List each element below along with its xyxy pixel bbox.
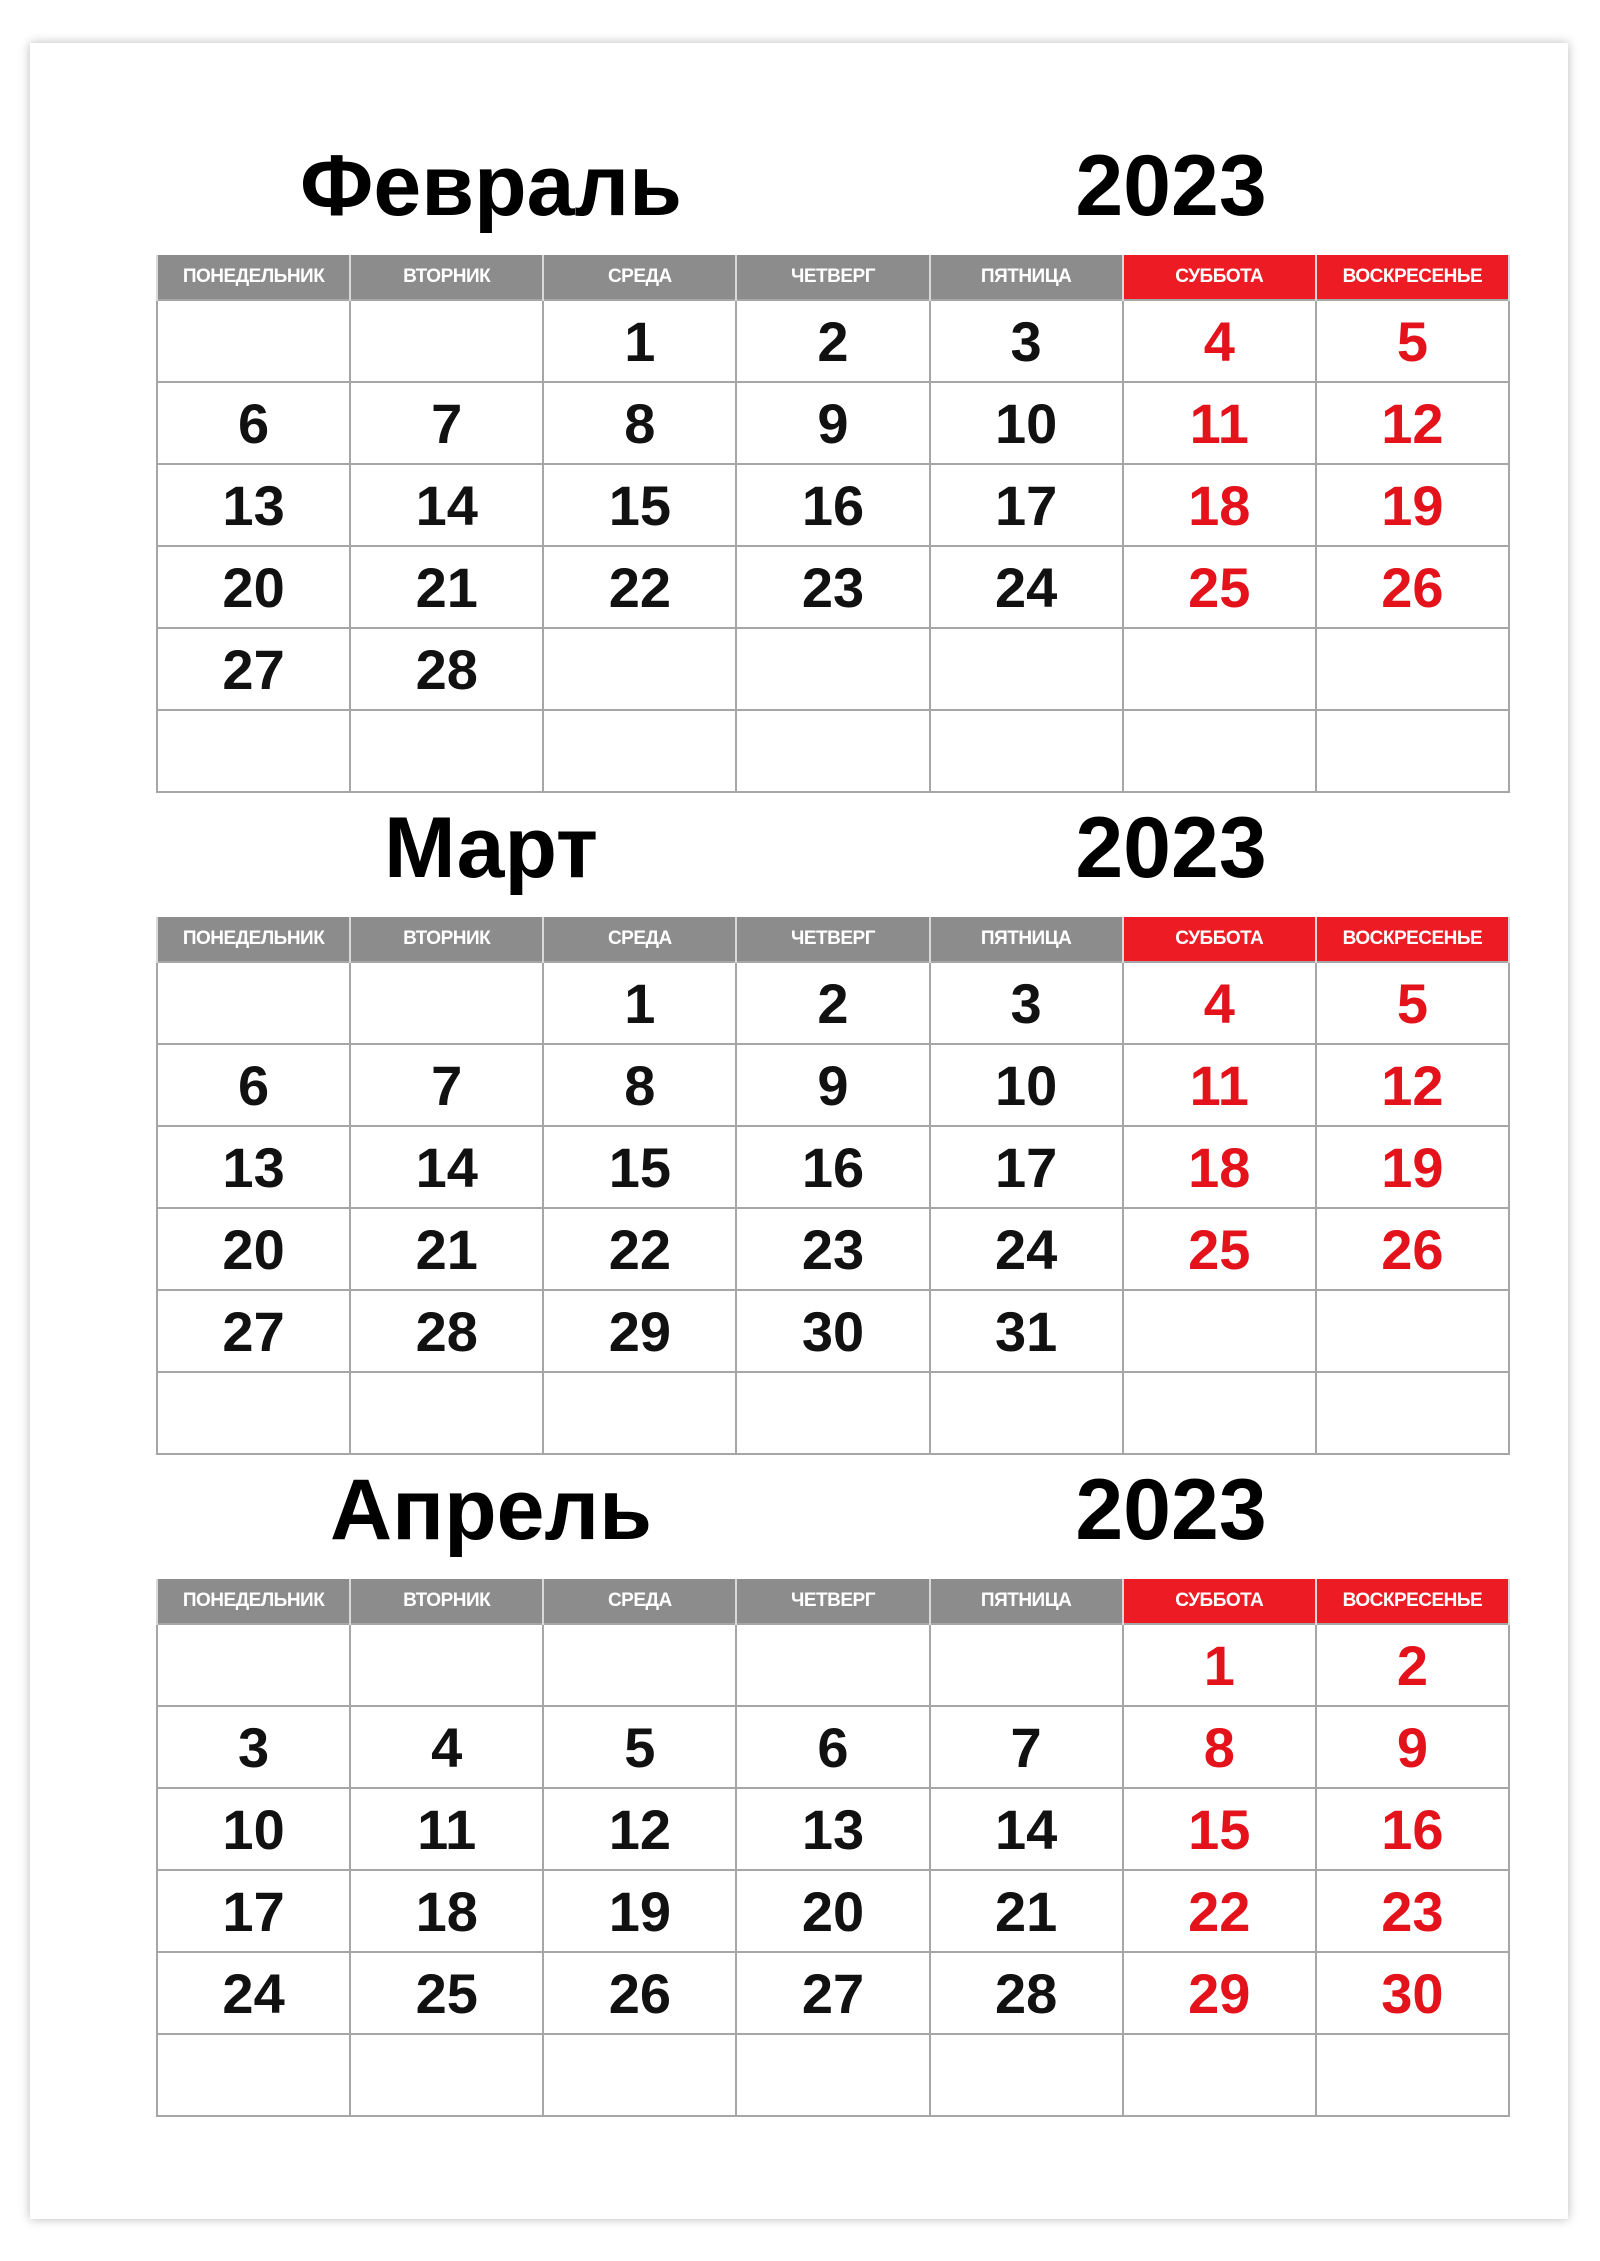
day-cell: 9 [736,382,929,464]
empty-day-cell [157,962,350,1044]
week-row [157,628,1509,710]
weekday-thursday: ЧЕТВЕРГ [736,255,929,300]
day-cell: 26 [543,1952,736,2034]
day-cell: 27 [157,1290,350,1372]
day-cell: 12 [1316,1044,1509,1126]
empty-day-cell [157,710,350,792]
day-cell: 2 [736,962,929,1044]
weekday-wednesday: СРЕДА [543,917,736,962]
week-row [157,300,1509,382]
empty-day-cell [1316,1372,1509,1454]
calendar-sheet [30,43,1568,2219]
day-cell: 22 [543,1208,736,1290]
day-cell: 2 [736,300,929,382]
day-cell: 15 [543,1126,736,1208]
day-cell: 15 [1123,1788,1316,1870]
weekday-monday: ПОНЕДЕЛЬНИК [157,1579,350,1624]
day-cell: 13 [157,1126,350,1208]
empty-day-cell [350,300,543,382]
empty-day-cell [1123,710,1316,792]
empty-day-cell [930,710,1123,792]
month-april [156,1462,1510,2117]
weekday-sunday: ВОСКРЕСЕНЬЕ [1316,1579,1509,1624]
empty-day-cell [543,710,736,792]
empty-day-cell [350,1372,543,1454]
empty-day-cell [736,628,929,710]
day-cell: 21 [350,1208,543,1290]
weekday-sunday: ВОСКРЕСЕНЬЕ [1316,917,1509,962]
day-cell: 3 [930,300,1123,382]
calendar-grid [156,255,1510,793]
day-cell: 4 [350,1706,543,1788]
weekday-wednesday: СРЕДА [543,255,736,300]
empty-day-cell [543,628,736,710]
day-cell: 1 [543,962,736,1044]
month-year: 2023 [1075,138,1267,234]
empty-day-cell [930,628,1123,710]
weekday-wednesday: СРЕДА [543,1579,736,1624]
day-cell: 9 [1316,1706,1509,1788]
empty-day-cell [350,2034,543,2116]
weekday-tuesday: ВТОРНИК [350,1579,543,1624]
day-cell: 22 [1123,1870,1316,1952]
empty-day-cell [736,1624,929,1706]
day-cell: 18 [1123,464,1316,546]
weekday-monday: ПОНЕДЕЛЬНИК [157,255,350,300]
empty-day-cell [157,1372,350,1454]
week-row [157,710,1509,792]
week-row [157,546,1509,628]
day-cell: 31 [930,1290,1123,1372]
day-cell: 10 [930,382,1123,464]
day-cell: 23 [736,546,929,628]
week-row [157,2034,1509,2116]
empty-day-cell [1123,628,1316,710]
weekday-thursday: ЧЕТВЕРГ [736,1579,929,1624]
day-cell: 14 [930,1788,1123,1870]
day-cell: 28 [350,628,543,710]
week-row [157,1126,1509,1208]
day-cell: 22 [543,546,736,628]
weekday-friday: ПЯТНИЦА [930,255,1123,300]
empty-day-cell [1316,628,1509,710]
week-row [157,1208,1509,1290]
day-cell: 24 [930,1208,1123,1290]
day-cell: 19 [1316,464,1509,546]
day-cell: 4 [1123,300,1316,382]
day-cell: 7 [350,382,543,464]
month-header [156,800,1510,917]
day-cell: 8 [543,382,736,464]
weekday-sunday: ВОСКРЕСЕНЬЕ [1316,255,1509,300]
empty-day-cell [350,710,543,792]
day-cell: 8 [1123,1706,1316,1788]
weekday-tuesday: ВТОРНИК [350,255,543,300]
day-cell: 9 [736,1044,929,1126]
day-cell: 24 [930,546,1123,628]
empty-day-cell [543,1372,736,1454]
month-title: Март [383,800,599,896]
empty-day-cell [543,1624,736,1706]
empty-day-cell [736,2034,929,2116]
day-cell: 21 [350,546,543,628]
day-cell: 11 [1123,382,1316,464]
week-row [157,1788,1509,1870]
calendar-grid [156,917,1510,1455]
day-cell: 28 [350,1290,543,1372]
day-cell: 28 [930,1952,1123,2034]
empty-day-cell [930,1372,1123,1454]
weekday-header-row [157,1579,1509,1624]
month-year: 2023 [1075,1462,1267,1558]
day-cell: 5 [1316,962,1509,1044]
empty-day-cell [543,2034,736,2116]
day-cell: 24 [157,1952,350,2034]
empty-day-cell [1316,1290,1509,1372]
week-row [157,1372,1509,1454]
day-cell: 8 [543,1044,736,1126]
empty-day-cell [157,300,350,382]
weekday-header-row [157,255,1509,300]
day-cell: 7 [350,1044,543,1126]
day-cell: 18 [1123,1126,1316,1208]
month-header [156,138,1510,255]
day-cell: 23 [736,1208,929,1290]
day-cell: 30 [1316,1952,1509,2034]
day-cell: 6 [736,1706,929,1788]
day-cell: 20 [157,546,350,628]
day-cell: 17 [157,1870,350,1952]
month-title: Февраль [300,138,682,234]
weekday-friday: ПЯТНИЦА [930,917,1123,962]
weekday-thursday: ЧЕТВЕРГ [736,917,929,962]
weekday-saturday: СУББОТА [1123,1579,1316,1624]
empty-day-cell [157,2034,350,2116]
day-cell: 30 [736,1290,929,1372]
weekday-header-row [157,917,1509,962]
weekday-saturday: СУББОТА [1123,255,1316,300]
day-cell: 29 [543,1290,736,1372]
weekday-tuesday: ВТОРНИК [350,917,543,962]
calendar-grid [156,1579,1510,2117]
day-cell: 10 [157,1788,350,1870]
empty-day-cell [1123,1372,1316,1454]
day-cell: 13 [157,464,350,546]
day-cell: 6 [157,382,350,464]
week-row [157,464,1509,546]
empty-day-cell [736,710,929,792]
month-header [156,1462,1510,1579]
empty-day-cell [930,2034,1123,2116]
day-cell: 3 [157,1706,350,1788]
day-cell: 10 [930,1044,1123,1126]
day-cell: 6 [157,1044,350,1126]
day-cell: 1 [543,300,736,382]
month-title: Апрель [330,1462,652,1558]
day-cell: 25 [350,1952,543,2034]
month-march [156,800,1510,1455]
day-cell: 21 [930,1870,1123,1952]
week-row [157,1952,1509,2034]
empty-day-cell [350,962,543,1044]
day-cell: 4 [1123,962,1316,1044]
day-cell: 19 [1316,1126,1509,1208]
empty-day-cell [736,1372,929,1454]
day-cell: 16 [736,464,929,546]
month-february [156,138,1510,793]
day-cell: 14 [350,1126,543,1208]
empty-day-cell [157,1624,350,1706]
day-cell: 11 [350,1788,543,1870]
day-cell: 12 [1316,382,1509,464]
week-row [157,962,1509,1044]
day-cell: 25 [1123,546,1316,628]
empty-day-cell [1123,1290,1316,1372]
day-cell: 16 [736,1126,929,1208]
week-row [157,1044,1509,1126]
day-cell: 26 [1316,546,1509,628]
empty-day-cell [1316,2034,1509,2116]
day-cell: 16 [1316,1788,1509,1870]
day-cell: 5 [543,1706,736,1788]
empty-day-cell [1316,710,1509,792]
day-cell: 3 [930,962,1123,1044]
day-cell: 17 [930,464,1123,546]
day-cell: 11 [1123,1044,1316,1126]
day-cell: 29 [1123,1952,1316,2034]
weekday-friday: ПЯТНИЦА [930,1579,1123,1624]
week-row [157,1870,1509,1952]
empty-day-cell [1123,2034,1316,2116]
month-year: 2023 [1075,800,1267,896]
day-cell: 2 [1316,1624,1509,1706]
day-cell: 23 [1316,1870,1509,1952]
day-cell: 17 [930,1126,1123,1208]
week-row [157,1624,1509,1706]
empty-day-cell [350,1624,543,1706]
day-cell: 13 [736,1788,929,1870]
day-cell: 19 [543,1870,736,1952]
week-row [157,1290,1509,1372]
day-cell: 27 [736,1952,929,2034]
day-cell: 26 [1316,1208,1509,1290]
day-cell: 12 [543,1788,736,1870]
day-cell: 14 [350,464,543,546]
day-cell: 25 [1123,1208,1316,1290]
weekday-saturday: СУББОТА [1123,917,1316,962]
day-cell: 15 [543,464,736,546]
empty-day-cell [930,1624,1123,1706]
week-row [157,1706,1509,1788]
day-cell: 18 [350,1870,543,1952]
day-cell: 27 [157,628,350,710]
day-cell: 1 [1123,1624,1316,1706]
day-cell: 20 [157,1208,350,1290]
weekday-monday: ПОНЕДЕЛЬНИК [157,917,350,962]
day-cell: 20 [736,1870,929,1952]
week-row [157,382,1509,464]
day-cell: 5 [1316,300,1509,382]
day-cell: 7 [930,1706,1123,1788]
